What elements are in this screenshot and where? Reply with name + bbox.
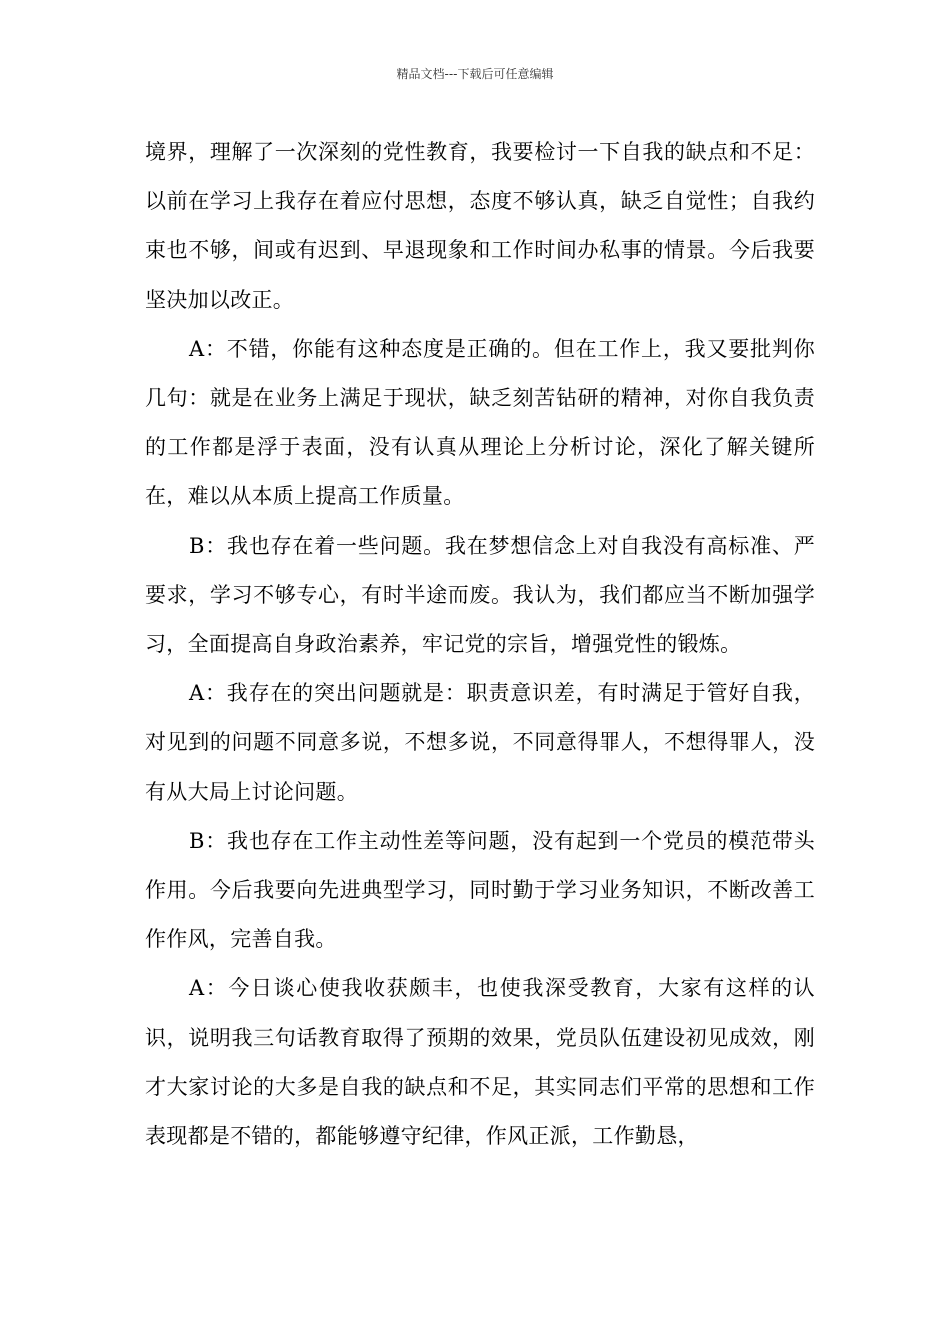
paragraph-continued: 境界，理解了一次深刻的党性教育，我要检讨一下自我的缺点和不足：以前在学习上我存在着应付思想，态度不够认真，缺乏自觉性；自我约束也不够，间或有迟到、早退现象和工作时间办私事的情景。今后我要坚决加以改正。 <box>145 140 815 312</box>
paragraph-a-responsibility: A：我存在的突出问题就是：职责意识差，有时满足于管好自我，对见到的问题不同意多说，不想多说，不同意得罪人，不想得罪人，没有从大局上讨论问题。 <box>145 681 815 804</box>
paragraph-a-criticism: A：不错，你能有这种态度是正确的。但在工作上，我又要批判你几句：就是在业务上满足于现状，缺乏刻苦钻研的精神，对你自我负责的工作都是浮于表面，没有认真从理论上分析讨论，深化了解关键所在，难以从本质上提高工作质量。 <box>145 336 815 509</box>
paragraph-a-summary: A：今日谈心使我收获颇丰，也使我深受教育，大家有这样的认识，说明我三句话教育取得了预期的效果，党员队伍建设初见成效，刚才大家讨论的大多是自我的缺点和不足，其实同志们平常的思想和工作表现都是不错的，都能够遵守纪律，作风正派，工作勤恳， <box>145 976 815 1149</box>
paragraph-b-problems: B：我也存在着一些问题。我在梦想信念上对自我没有高标准、严要求，学习不够专心，有时半途而废。我认为，我们都应当不断加强学习，全面提高自身政治素养，牢记党的宗旨，增强党性的锻炼。 <box>145 533 815 657</box>
page-header: 精品文档---下载后可任意编辑 <box>396 67 554 81</box>
document-body <box>145 128 815 1161</box>
paragraph-b-initiative: B：我也存在工作主动性差等问题，没有起到一个党员的模范带头作用。今后我要向先进典型学习，同时勤于学习业务知识，不断改善工作作风，完善自我。 <box>145 828 815 952</box>
